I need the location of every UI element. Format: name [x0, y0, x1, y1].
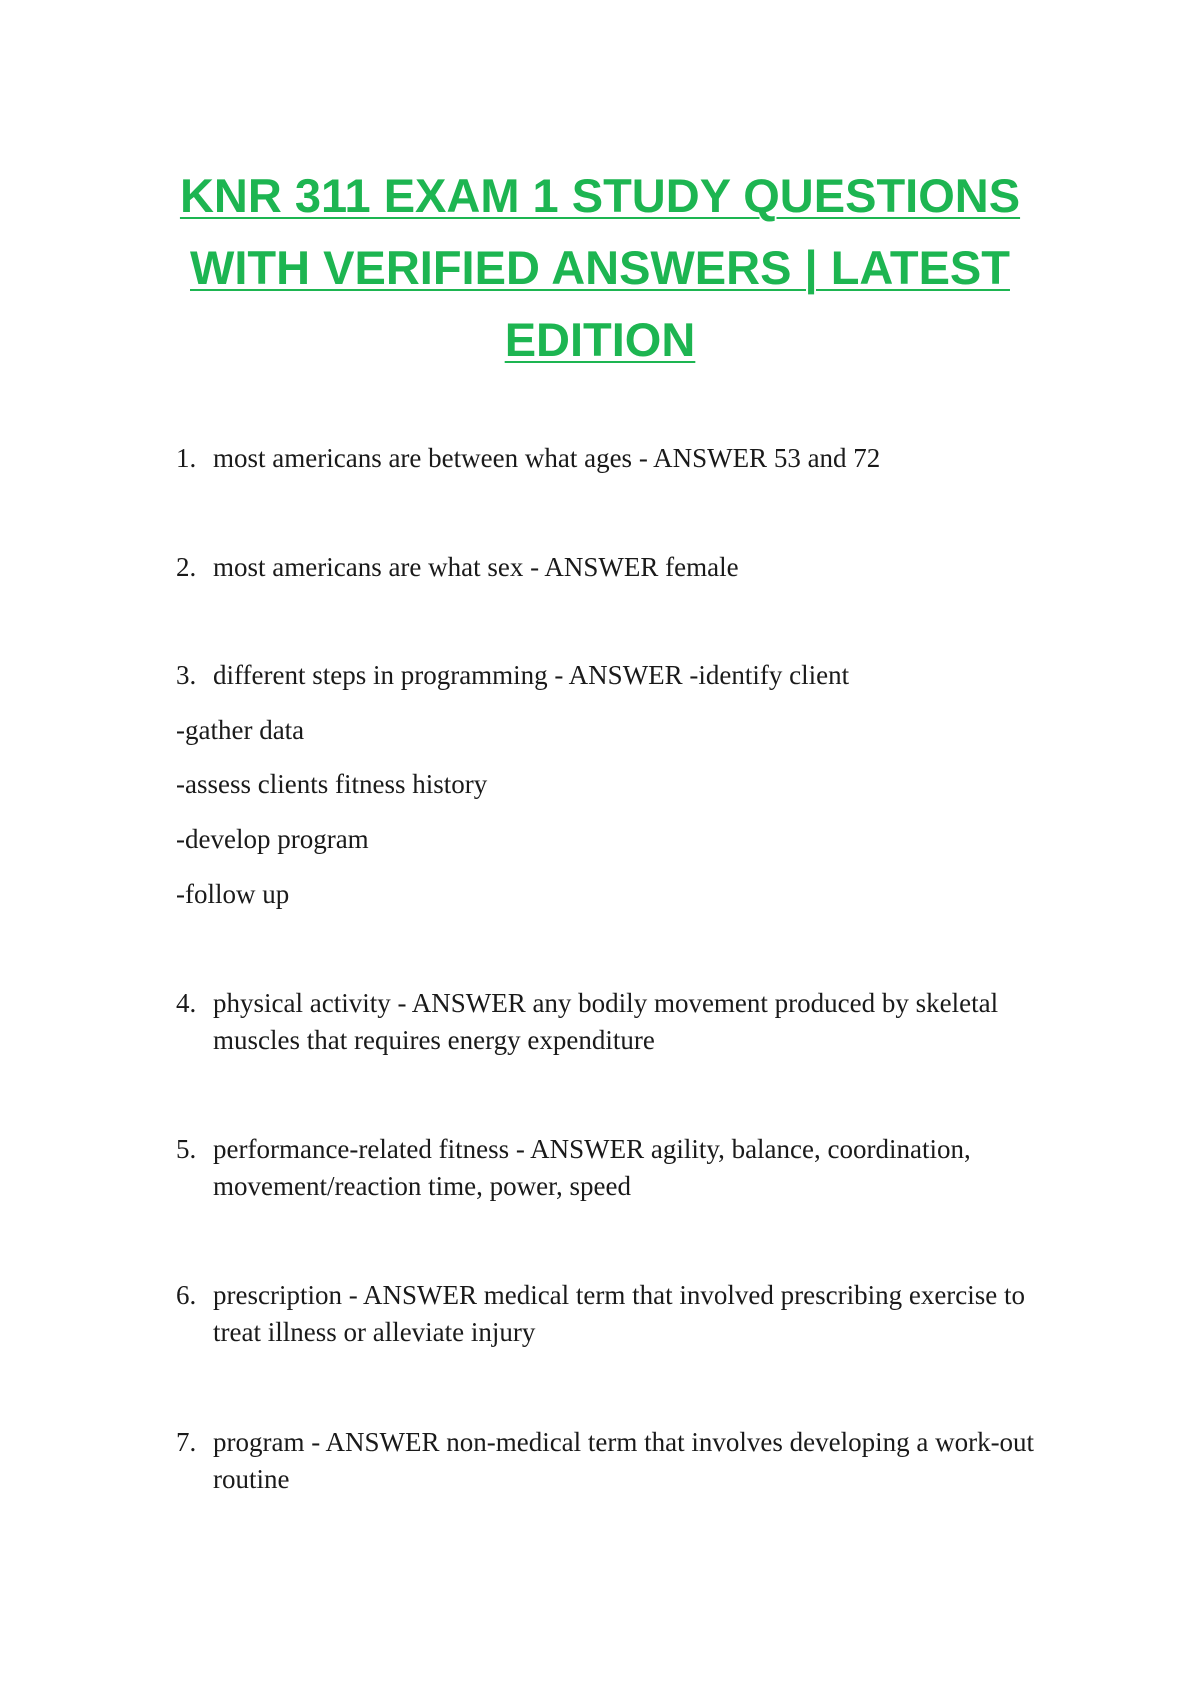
step-assess-history: -assess clients fitness history	[176, 769, 488, 799]
item-number: 7.	[176, 1427, 197, 1457]
item-text: most americans are between what ages - ANSWER 53 and 72	[213, 443, 881, 473]
title-line-2: WITH VERIFIED ANSWERS | LATEST	[190, 241, 1010, 294]
step-develop-program: -develop program	[176, 824, 369, 854]
item-text: performance-related fitness - ANSWER agility, balance, coordination, movement/reaction time, power, speed	[213, 1134, 971, 1201]
item-text: different steps in programming - ANSWER -identify client	[213, 660, 850, 690]
title-line-1: KNR 311 EXAM 1 STUDY QUESTIONS	[179, 169, 1021, 222]
qa-item-7	[176, 1424, 1076, 1498]
step-follow-up: -follow up	[176, 879, 290, 909]
item-number: 4.	[176, 988, 197, 1018]
item-number: 3.	[176, 660, 197, 690]
qa-item-5	[176, 1131, 1076, 1205]
item-number: 1.	[176, 443, 197, 473]
qa-item-6	[176, 1277, 1076, 1351]
item-number: 6.	[176, 1280, 197, 1310]
step-gather-data: -gather data	[176, 715, 305, 745]
qa-item-4	[176, 985, 1076, 1059]
item-text: program - ANSWER non-medical term that involves developing a work-out routine	[213, 1427, 1035, 1494]
item-text: prescription - ANSWER medical term that involved prescribing exercise to treat illness or alleviate injury	[213, 1280, 1026, 1347]
item-number: 2.	[176, 552, 197, 582]
qa-item-1	[176, 440, 1076, 477]
item-text: most americans are what sex - ANSWER female	[213, 552, 739, 582]
title-line-3: EDITION	[504, 313, 696, 366]
item-number: 5.	[176, 1134, 197, 1164]
item-text: physical activity - ANSWER any bodily movement produced by skeletal muscles that requires energy expenditure	[213, 988, 999, 1055]
qa-item-2	[176, 549, 1076, 586]
qa-item-3	[176, 657, 1076, 694]
document-title	[150, 160, 1050, 376]
